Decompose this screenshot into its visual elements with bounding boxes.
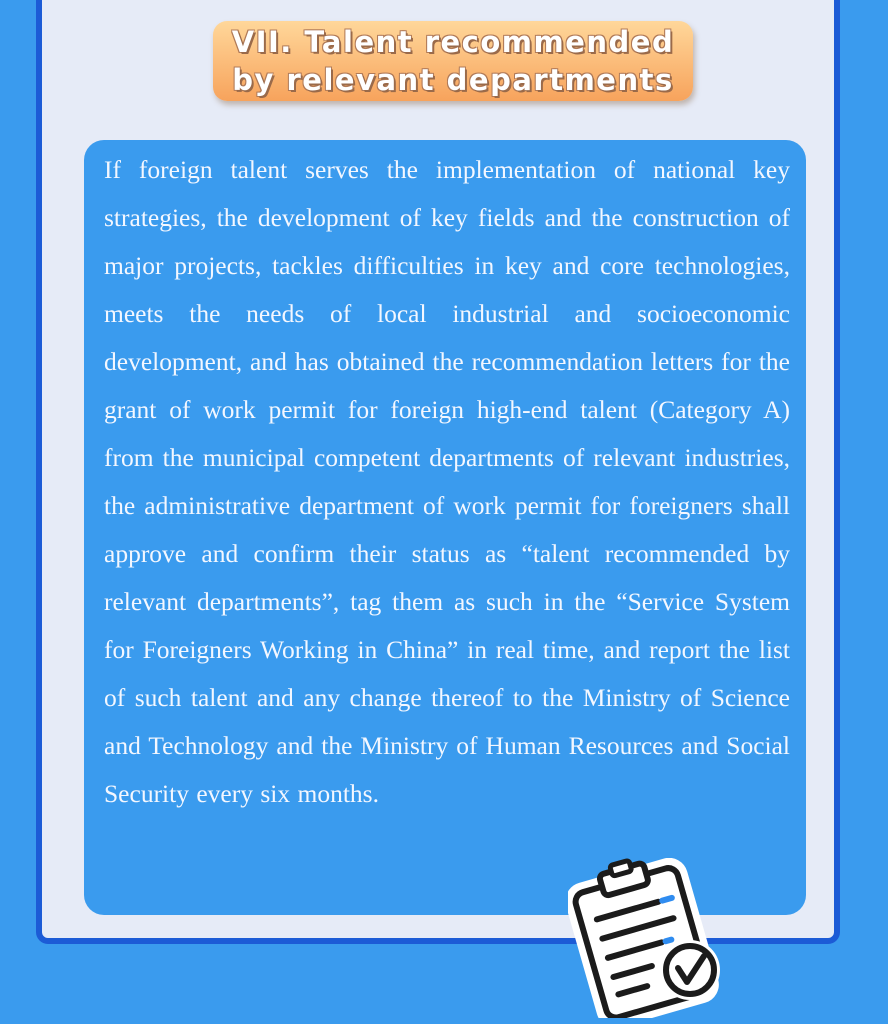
body-paragraph: If foreign talent serves the implementation of national key strategies, the development of key fields and the construction of major projects, tackles difficulties in key and core technologies, meets the needs of local industrial and socioeconomic development, and has obtained the recommendation letters for the grant of work permit for foreign high-end talent (Category A) from the municipal competent departments of relevant industries, the administrative department of work permit for foreigners shall approve and confirm their status as “talent recommended by relevant departments”, tag them as such in the “Service System for Foreigners Working in China” in real time, and report the list of such talent and any change thereof to the Ministry of Science and Technology and the Ministry of Human Resources and Social Security every six months. — [104, 155, 790, 808]
section-title-line-2: by relevant departments — [232, 63, 674, 97]
section-title-line-1: VII. Talent recommended — [231, 25, 675, 59]
section-title — [232, 23, 674, 99]
section-title-badge — [213, 21, 693, 101]
body-text-panel — [84, 140, 806, 915]
clipboard-checklist-icon — [568, 858, 738, 1018]
